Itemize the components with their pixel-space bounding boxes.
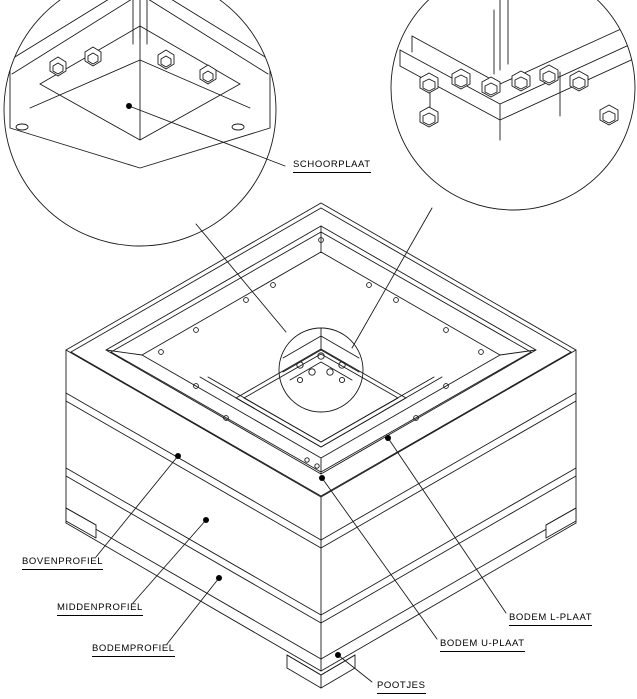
callout-label-pootjes: POOTJES <box>377 680 426 694</box>
callout-label-bodem-l-plaat: BODEM L-PLAAT <box>509 612 592 626</box>
detail-view-corner-bolts <box>385 0 637 220</box>
callout-label-bodem-u-plaat: BODEM U-PLAAT <box>440 638 525 652</box>
callout-label-bovenprofiel: BOVENPROFIEL <box>22 556 103 570</box>
planter-body <box>66 203 576 671</box>
callout-label-schoorplaat: SCHOORPLAAT <box>293 159 371 173</box>
callout-label-middenprofiel: MIDDENPROFIEL <box>57 602 143 616</box>
callout-label-bodemprofiel: BODEMPROFIEL <box>92 643 175 657</box>
detail-view-corner-brace <box>0 0 290 260</box>
